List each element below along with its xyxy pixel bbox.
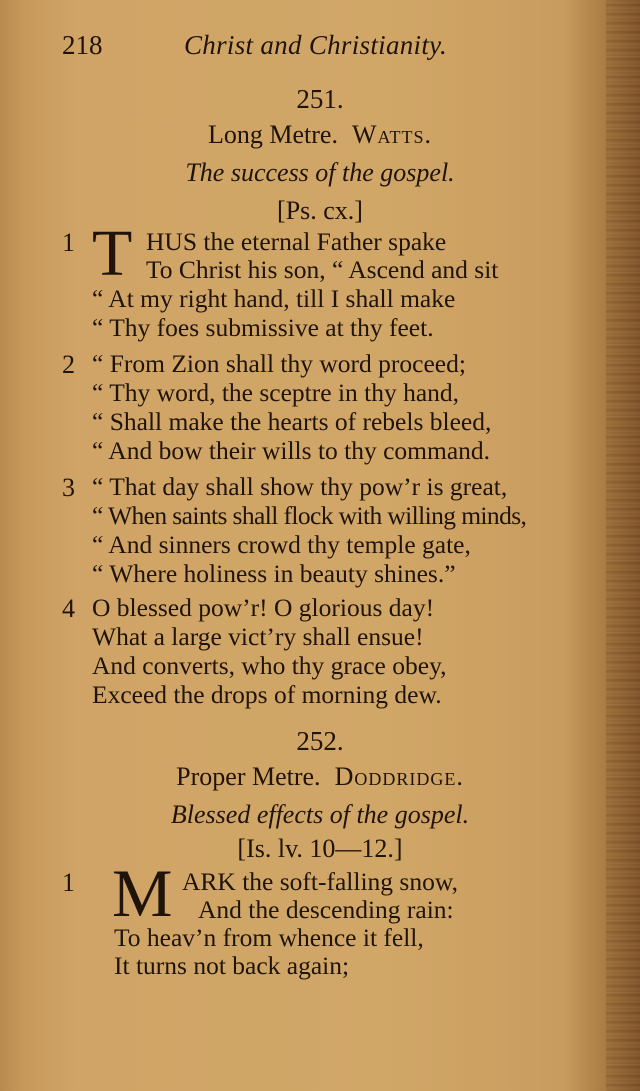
hymn-scripture: [Ps. cx.] — [277, 196, 363, 225]
verse-line: Exceed the drops of morning dew. — [92, 680, 442, 709]
verse-line: “ And sinners crowd thy temple gate, — [92, 530, 471, 559]
hymn-number: 252. — [296, 726, 344, 756]
page-number: 218 — [62, 30, 103, 60]
verse-line: “ At my right hand, till I shall make — [92, 284, 456, 313]
verse-line: O blessed pow’r! O glorious day! — [92, 593, 435, 622]
hymn-meter: Long Metre. — [207, 120, 338, 149]
running-head — [62, 30, 482, 70]
stanza-number: 4 — [62, 594, 75, 623]
verse-line: “ From Zion shall thy word proceed; — [92, 349, 466, 378]
verse-line: “ And bow their wills to thy command. — [92, 436, 491, 465]
running-title: Christ and Christianity. — [184, 30, 448, 60]
verse-line: And the descending rain: — [198, 895, 454, 924]
hymn-subject: Blessed effects of the gospel. — [170, 800, 470, 829]
hymn-meter-line — [0, 762, 640, 792]
verse-line: What a large vict’ry shall ensue! — [92, 622, 424, 651]
verse-line: “ Where holiness in beauty shines.” — [92, 559, 456, 588]
hymn-author: Watts. — [351, 120, 432, 149]
verse-line: “ Thy word, the sceptre in thy hand, — [92, 378, 460, 407]
drop-cap: M — [112, 855, 173, 931]
verse-line: “ Shall make the hearts of rebels bleed, — [92, 407, 492, 436]
verse-line: It turns not back again; — [114, 951, 350, 980]
hymn-author: Doddridge. — [334, 762, 464, 791]
verse-line: And converts, who thy grace obey, — [92, 651, 447, 680]
hymn-meter: Proper Metre. — [176, 762, 321, 791]
stanza-number: 3 — [62, 473, 75, 502]
hymn-number: 251. — [296, 84, 344, 114]
stanza-number: 1 — [62, 868, 75, 897]
verse-line: “ That day shall show thy pow’r is great, — [92, 472, 508, 501]
stanza-number: 1 — [62, 228, 75, 257]
hymn-meter-line — [0, 120, 640, 150]
verse-line: To heav’n from whence it fell, — [114, 923, 424, 952]
stanza-number: 2 — [62, 350, 75, 379]
verse-line: To Christ his son, “ Ascend and sit — [146, 255, 499, 284]
drop-cap: T — [92, 217, 133, 290]
verse-line: ARK the soft-falling snow, — [182, 867, 458, 896]
hymn-subject: The success of the gospel. — [185, 158, 455, 187]
verse-line: “ Thy foes submissive at thy feet. — [92, 313, 434, 342]
verse-line: “ When saints shall flock with willing minds, — [92, 501, 527, 530]
hymn-scripture: [Is. lv. 10—12.] — [237, 834, 403, 863]
verse-line: HUS the eternal Father spake — [146, 227, 447, 256]
